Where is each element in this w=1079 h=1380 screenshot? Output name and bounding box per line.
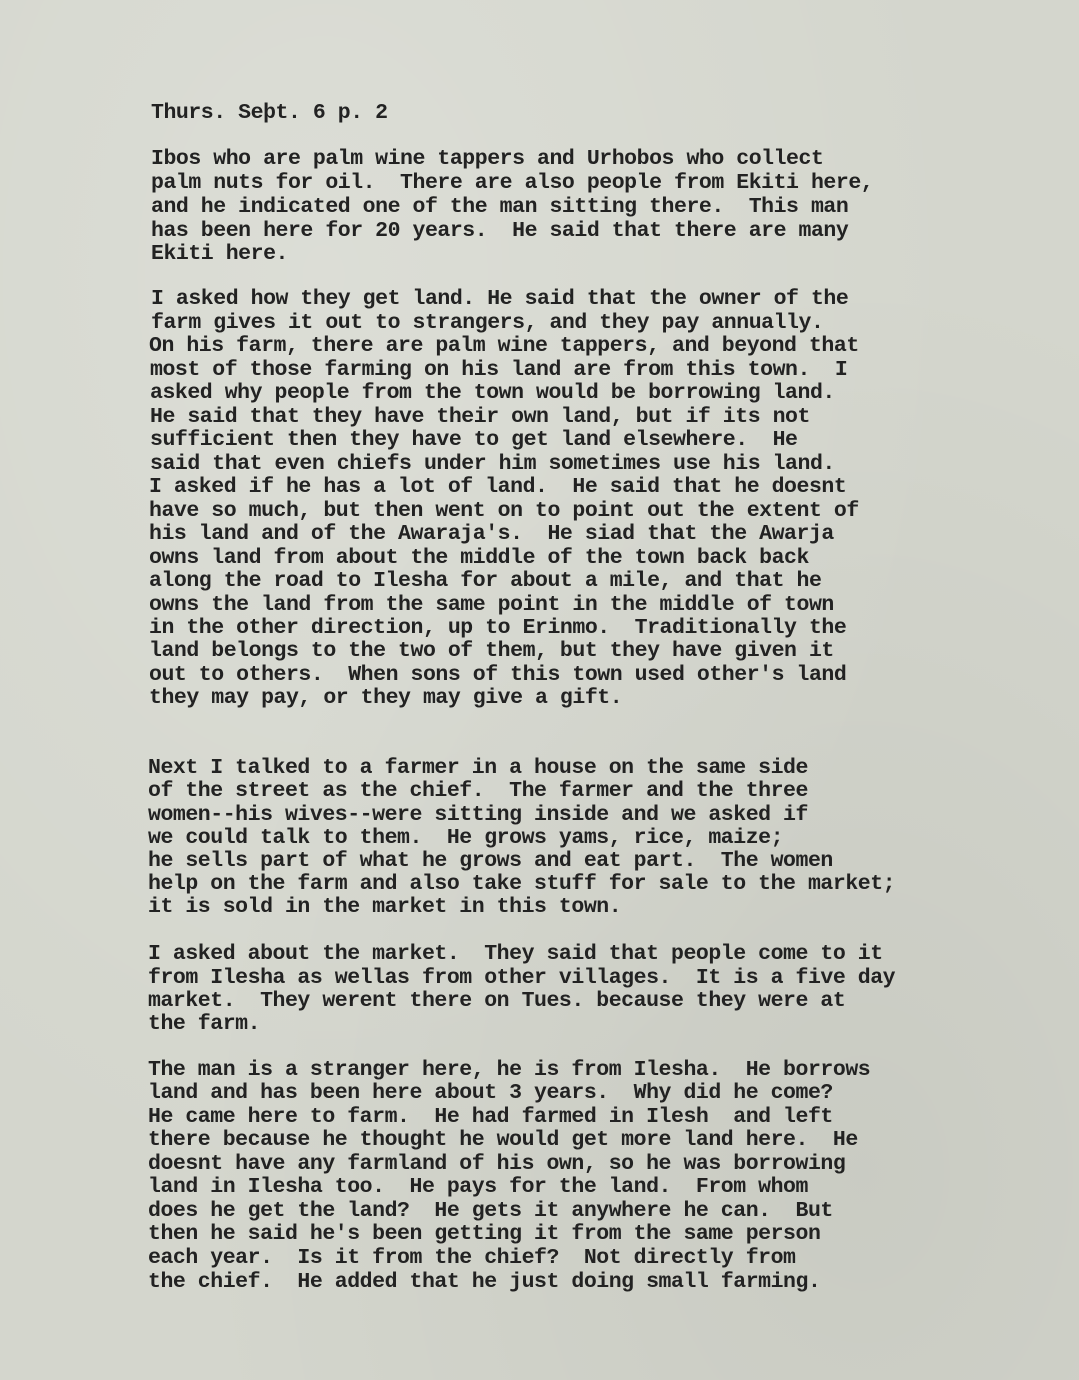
text-line: Next I talked to a farmer in a house on the same side	[148, 756, 808, 780]
text-line: of the street as the chief. The farmer and the three	[148, 779, 808, 803]
text-line: have so much, but then went on to point out the extent of	[149, 499, 859, 523]
text-line: asked why people from the town would be borrowing land.	[150, 381, 835, 405]
text-line: the chief. He added that he just doing small farming.	[148, 1270, 821, 1294]
text-line: palm nuts for oil. There are also people from Ekiti here,	[151, 171, 874, 195]
text-line: help on the farm and also take stuff for sale to the market;	[148, 872, 896, 896]
text-line: the farm.	[148, 1012, 261, 1036]
text-line: land and has been here about 3 years. Why did he come?	[148, 1081, 833, 1105]
text-line: sufficient then they have to get land elsewhere. He	[150, 428, 798, 452]
text-line: there because he thought he would get more land here. He	[148, 1128, 858, 1152]
text-line: I asked about the market. They said that people come to it	[148, 942, 883, 966]
text-line: I asked if he has a lot of land. He said that he doesnt	[149, 475, 847, 499]
text-line: Ekiti here.	[151, 242, 288, 266]
text-line: each year. Is it from the chief? Not directly from	[148, 1246, 796, 1270]
text-line: farm gives it out to strangers, and they pay annually.	[151, 311, 824, 335]
text-line: his land and of the Awaraja's. He siad that the Awarja	[149, 522, 834, 546]
text-line: I asked how they get land. He said that the owner of the	[151, 287, 849, 311]
text-line: does he get the land? He gets it anywhere he can. But	[148, 1199, 833, 1223]
text-line: doesnt have any farmland of his own, so he was borrowing	[148, 1152, 846, 1176]
text-line: in the other direction, up to Erinmo. Traditionally the	[149, 616, 847, 640]
text-line: out to others. When sons of this town used other's land	[149, 663, 847, 687]
text-line: market. They werent there on Tues. because they were at	[148, 989, 846, 1013]
text-line: then he said he's been getting it from the same person	[148, 1222, 821, 1246]
text-line: he sells part of what he grows and eat part. The women	[148, 849, 833, 873]
text-line: and he indicated one of the man sitting there. This man	[151, 195, 849, 219]
text-line: women--his wives--were sitting inside and we asked if	[148, 803, 808, 827]
page-header: Thurs. Seþt. 6 p. 2	[151, 101, 388, 125]
text-line: The man is a stranger here, he is from Ilesha. He borrows	[148, 1058, 871, 1082]
text-line: land belongs to the two of them, but they have given it	[149, 639, 834, 663]
text-line: He said that they have their own land, but if its not	[150, 405, 810, 429]
text-line: from Ilesha as wellas from other villages. It is a five day	[148, 966, 896, 990]
text-line: it is sold in the market in this town.	[148, 895, 622, 919]
text-line: owns the land from the same point in the middle of town	[149, 593, 834, 617]
text-line: has been here for 20 years. He said that there are many	[151, 219, 849, 243]
text-line: land in Ilesha too. He pays for the land. From whom	[148, 1175, 808, 1199]
text-line: Ibos who are palm wine tappers and Urhobos who collect	[151, 147, 824, 171]
text-line: they may pay, or they may give a gift.	[149, 686, 623, 710]
text-line: along the road to Ilesha for about a mile, and that he	[149, 569, 822, 593]
text-line: On his farm, there are palm wine tappers, and beyond that	[149, 334, 859, 358]
text-line: said that even chiefs under him sometimes use his land.	[150, 452, 835, 476]
text-line: owns land from about the middle of the town back back	[149, 546, 809, 570]
text-line: we could talk to them. He grows yams, rice, maize;	[148, 826, 784, 850]
text-line: He came here to farm. He had farmed in Ilesh and left	[148, 1105, 833, 1129]
text-line: most of those farming on his land are from this town. I	[150, 358, 848, 382]
